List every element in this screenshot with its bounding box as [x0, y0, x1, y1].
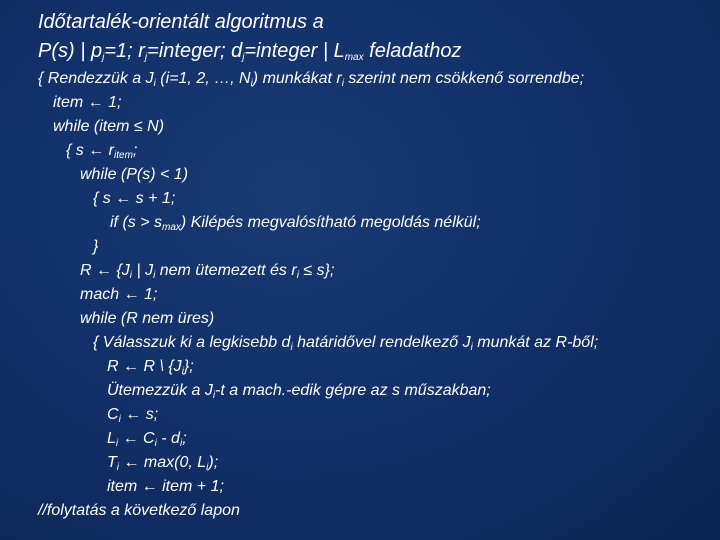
title-part: =1; r — [104, 40, 145, 62]
title-line-1 — [38, 10, 324, 34]
code-text: - d — [156, 430, 180, 447]
title-subscript: j — [144, 52, 148, 63]
code-line-continuation-comment — [38, 501, 240, 521]
code-text: T — [107, 454, 117, 471]
code-subscript: i — [129, 270, 133, 281]
code-text: { Rendezzük a J — [38, 70, 154, 87]
code-subscript: i — [181, 366, 184, 377]
code-line-while-ps — [80, 165, 188, 185]
code-text: (i=1, 2, …, N — [155, 70, 251, 87]
code-line-sort — [38, 69, 584, 89]
code-text: nem ütemezett és r — [155, 262, 297, 279]
title-part: P(s) | p — [38, 40, 103, 62]
code-line-schedule — [107, 381, 491, 401]
code-line-r-set — [80, 261, 334, 281]
code-subscript: i — [116, 462, 120, 473]
code-line-li-assign — [107, 429, 187, 449]
code-text: ← s; — [120, 406, 159, 423]
code-text: Ütemezzük a J — [107, 382, 213, 399]
code-text: //folytatás a következő lapon — [38, 502, 240, 519]
code-line-if-smax — [110, 213, 481, 233]
code-subscript: i — [153, 78, 156, 89]
code-text: ) Kilépés megvalósítható megoldás nélkül; — [180, 214, 481, 231]
code-line-ci-assign — [107, 405, 158, 425]
code-text: }; — [183, 358, 194, 375]
code-text: ≤ s}; — [298, 262, 335, 279]
code-line-while-item — [53, 117, 164, 137]
code-text: | J — [132, 262, 154, 279]
code-text: szerint nem csökkenő sorrendbe; — [343, 70, 585, 87]
code-text: -t a mach.-edik gépre az s műszakban; — [215, 382, 491, 399]
code-subscript: i — [290, 342, 293, 353]
code-subscript: i — [470, 342, 473, 353]
code-subscript: i — [296, 270, 299, 281]
code-subscript: max — [162, 222, 181, 233]
code-line-r-remove — [107, 357, 194, 377]
code-text: ← C — [118, 430, 155, 447]
code-subscript: i — [115, 438, 119, 449]
code-text: } — [93, 238, 99, 255]
title-part: =integer; d — [147, 40, 243, 62]
code-text: mach ← 1; — [80, 286, 158, 303]
code-text: item ← 1; — [53, 94, 122, 111]
title-subscript: j — [242, 52, 245, 63]
code-subscript: i — [118, 414, 121, 425]
code-text: ← max(0, L — [119, 454, 207, 471]
code-text: while (item ≤ N) — [53, 118, 165, 135]
code-text: while (P(s) < 1) — [80, 166, 189, 183]
code-subscript: i — [153, 270, 156, 281]
code-text: R ← R \ {J — [107, 358, 182, 375]
code-text: item ← item + 1; — [107, 478, 224, 495]
code-subscript: i — [206, 462, 209, 473]
code-text: { Válasszuk ki a legkisebb d — [93, 334, 291, 351]
code-subscript: i — [179, 438, 183, 449]
code-text: L — [107, 430, 116, 447]
title-part: feladathoz — [363, 40, 462, 62]
code-text: munkát az R-ből; — [472, 334, 599, 351]
code-subscript: item — [114, 150, 133, 161]
code-line-close-brace — [93, 237, 98, 257]
title-subscript: max — [344, 52, 364, 63]
code-text: ) munkákat r — [252, 70, 342, 87]
code-text: ); — [208, 454, 219, 471]
title-part: =integer | L — [244, 40, 345, 62]
title-subscript: j — [102, 52, 105, 63]
code-text: határidővel rendelkező J — [292, 334, 471, 351]
code-line-item-increment — [107, 477, 224, 497]
title-line-2 — [38, 39, 461, 63]
code-line-mach-init — [80, 285, 157, 305]
code-subscript: i — [154, 438, 157, 449]
code-subscript: i — [212, 390, 216, 401]
code-line-while-r — [80, 309, 214, 329]
code-text: while (R nem üres) — [80, 310, 215, 327]
code-subscript: i — [341, 78, 344, 89]
code-text: { s ← r — [66, 142, 115, 159]
code-subscript: i — [250, 78, 253, 89]
title-text-1: Időtartalék-orientált algoritmus a — [38, 11, 324, 33]
code-line-ti-assign — [107, 453, 218, 473]
code-text: ; — [132, 142, 138, 159]
code-line-s-assign — [66, 141, 137, 161]
code-line-s-increment — [93, 189, 175, 209]
code-text: { s ← s + 1; — [93, 190, 176, 207]
code-line-item-init — [53, 93, 121, 113]
code-line-select-job — [93, 333, 598, 353]
code-text: ; — [182, 430, 187, 447]
code-text: C — [107, 406, 119, 423]
code-text: R ← {J — [80, 262, 130, 279]
code-text: if (s > s — [110, 214, 163, 231]
